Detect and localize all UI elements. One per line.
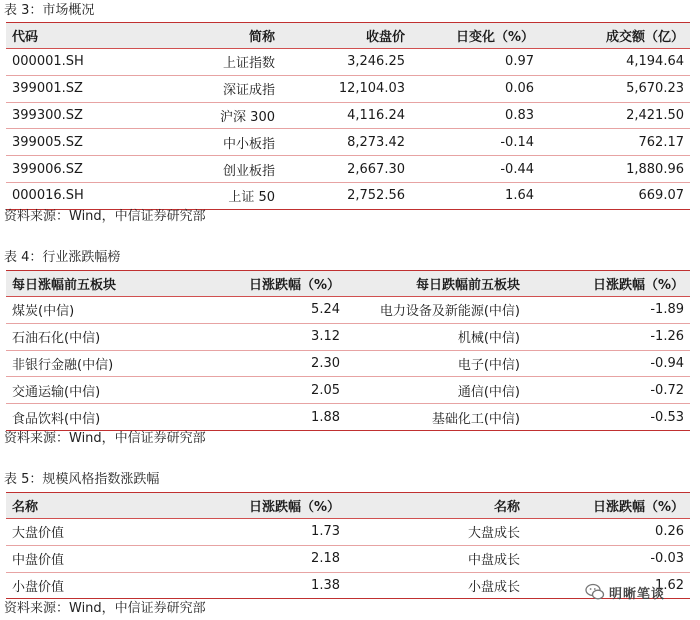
cell-growth-pct: 0.26 [526,519,690,546]
table-row [6,75,690,102]
cell-name: 中小板指 [136,129,281,156]
cell-gain-pct: 1.88 [206,404,346,431]
cell-gainer: 煤炭(中信) [6,297,206,324]
cell-code: 000016.SH [6,182,136,209]
cell-growth-pct: 1.62 [526,572,690,599]
cell-code: 399005.SZ [6,129,136,156]
cell-growth-name: 中盘成长 [346,545,526,572]
cell-close: 12,104.03 [281,75,411,102]
cell-close: 4,116.24 [281,102,411,129]
table-row [6,519,690,546]
cell-value-name: 小盘价值 [6,572,206,599]
table-row [6,323,690,350]
cell-loser: 机械(中信) [346,323,526,350]
cell-close: 3,246.25 [281,49,411,76]
table-header-row [6,271,690,297]
cell-gainer: 食品饮料(中信) [6,404,206,431]
cell-gain-pct: 2.05 [206,377,346,404]
cell-change: -0.44 [411,156,540,183]
table4-source: 资料来源：Wind，中信证券研究部 [4,431,206,446]
cell-turnover: 669.07 [540,182,690,209]
col-header-top-losers: 每日跌幅前五板块 [346,271,526,297]
cell-loser: 电子(中信) [346,350,526,377]
table-row [6,350,690,377]
watermark [585,580,691,604]
cell-loss-pct: -1.89 [526,297,690,324]
cell-name: 创业板指 [136,156,281,183]
cell-growth-name: 小盘成长 [346,572,526,599]
cell-loss-pct: -0.94 [526,350,690,377]
table5-caption: 表 5：规模风格指数涨跌幅 [4,472,160,487]
cell-gainer: 石油石化(中信) [6,323,206,350]
cell-value-pct: 1.38 [206,572,346,599]
cell-gain-pct: 3.12 [206,323,346,350]
cell-loss-pct: -1.26 [526,323,690,350]
col-header-change: 日变化（%） [411,23,540,49]
table-header-row [6,493,690,519]
col-header-code: 代码 [6,23,136,49]
cell-code: 399001.SZ [6,75,136,102]
watermark-text: 明晰笔谈 [609,587,666,602]
cell-code: 000001.SH [6,49,136,76]
table4-caption: 表 4：行业涨跌幅榜 [4,250,121,265]
table-row [6,297,690,324]
col-header-top-gainers: 每日涨幅前五板块 [6,271,206,297]
table3-caption: 表 3：市场概况 [4,3,95,18]
cell-turnover: 1,880.96 [540,156,690,183]
cell-name: 上证 50 [136,182,281,209]
cell-turnover: 4,194.64 [540,49,690,76]
cell-code: 399006.SZ [6,156,136,183]
cell-close: 2,667.30 [281,156,411,183]
col-header-value-pct: 日涨跌幅（%） [206,493,346,519]
cell-turnover: 5,670.23 [540,75,690,102]
cell-value-name: 大盘价值 [6,519,206,546]
cell-gainer: 交通运输(中信) [6,377,206,404]
col-header-growth-pct: 日涨跌幅（%） [526,493,690,519]
cell-growth-pct: -0.03 [526,545,690,572]
cell-change: 0.97 [411,49,540,76]
col-header-gain-pct: 日涨跌幅（%） [206,271,346,297]
col-header-loss-pct: 日涨跌幅（%） [526,271,690,297]
cell-gain-pct: 5.24 [206,297,346,324]
cell-loser: 通信(中信) [346,377,526,404]
cell-change: 0.06 [411,75,540,102]
cell-name: 上证指数 [136,49,281,76]
cell-value-name: 中盘价值 [6,545,206,572]
cell-turnover: 2,421.50 [540,102,690,129]
table-header-row [6,23,690,49]
cell-gainer: 非银行金融(中信) [6,350,206,377]
cell-code: 399300.SZ [6,102,136,129]
col-header-value-name: 名称 [6,493,206,519]
cell-value-pct: 2.18 [206,545,346,572]
table-row [6,545,690,572]
cell-gain-pct: 2.30 [206,350,346,377]
col-header-turnover: 成交额（亿） [540,23,690,49]
cell-growth-name: 大盘成长 [346,519,526,546]
cell-loss-pct: -0.72 [526,377,690,404]
cell-value-pct: 1.73 [206,519,346,546]
cell-close: 2,752.56 [281,182,411,209]
wechat-icon [585,582,605,602]
table-row [6,102,690,129]
col-header-growth-name: 名称 [346,493,526,519]
table-row [6,49,690,76]
table-row [6,377,690,404]
cell-loser: 基础化工(中信) [346,404,526,431]
cell-loss-pct: -0.53 [526,404,690,431]
table-row [6,182,690,209]
market-overview-table [6,22,690,210]
table-row [6,156,690,183]
table-row [6,129,690,156]
table3-source: 资料来源：Wind，中信证券研究部 [4,209,206,224]
cell-loser: 电力设备及新能源(中信) [346,297,526,324]
table-row [6,404,690,431]
table5-source: 资料来源：Wind，中信证券研究部 [4,601,206,616]
cell-close: 8,273.42 [281,129,411,156]
cell-change: 0.83 [411,102,540,129]
cell-change: 1.64 [411,182,540,209]
industry-ranking-table [6,270,690,431]
cell-turnover: 762.17 [540,129,690,156]
cell-change: -0.14 [411,129,540,156]
cell-name: 沪深 300 [136,102,281,129]
col-header-name: 简称 [136,23,281,49]
col-header-close: 收盘价 [281,23,411,49]
cell-name: 深证成指 [136,75,281,102]
